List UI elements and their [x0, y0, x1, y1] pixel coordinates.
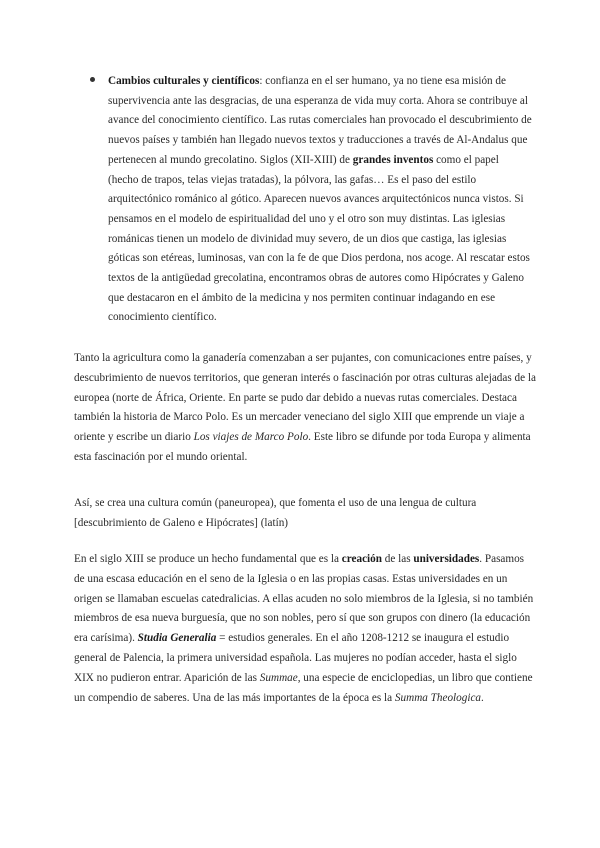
bold-italic-studia-generalia: Studia Generalia: [137, 632, 217, 645]
bullet-text-2: como el papel (hecho de trapos, telas viejas tratadas), la pólvora, las gafas… Es el paso del estilo arquitectónico románico al gótico. Aparecen nuevos avances arquitectónicos nunca vistos. Si pensamos en el modelo de espiritualidad del uno y el otro son muy distintas. Las iglesias románicas tienen un modelo de divinidad muy severo, de un dios que castiga, las iglesias góticas son etéreas, luminosas, van con la fe de que Dios perdona, nos acoge. Al rescatar estos textos de la antigüedad grecolatina, encontramos obras de autores como Hipócrates y Galeno que destacaron en el ámbito de la medicina y nos permiten continuar indagando en ese conocimiento científico.: [108, 153, 530, 324]
bold-creacion: creación: [341, 553, 382, 565]
italic-summa-theologica: Summa Theologica: [394, 691, 481, 704]
italic-book-title: Los viajes de Marco Polo: [193, 431, 309, 444]
bullet-item-cultural-changes: [92, 72, 532, 328]
bullet-list: [92, 72, 532, 328]
bold-universidades: universidades: [413, 553, 480, 565]
bullet-dot: [90, 77, 95, 82]
paragraph-universities: [74, 550, 536, 708]
p2-text: Así, se crea una cultura común (paneuropea), que fomenta el uso de una lengua de cultura [descubrimiento de Galeno e Hipócrates] (latín): [74, 497, 477, 529]
p3-text-4: = estudios generales. En el año 1208-1212 se inaugura el estudio general de Palencia, la primera universidad española. Las mujeres no podían acceder, hasta el siglo XIX no pudieron entrar. Aparición de las: [74, 632, 517, 684]
p3-text-5: , una especie de enciclopedias, un libro que contiene un compendio de saberes. Una de las más importantes de la época es la: [74, 671, 533, 704]
p3-text-1: En el siglo XIII se produce un hecho fundamental que es la: [74, 553, 342, 565]
paragraph-marco-polo: [74, 349, 536, 468]
p1-text-2: . Este libro se difunde por toda Europa y alimenta esta fascinación por el mundo oriental.: [74, 431, 531, 463]
italic-summae: Summae: [259, 671, 298, 684]
p1-text-1: Tanto la agricultura como la ganadería comenzaban a ser pujantes, con comunicaciones entre países, y descubrimiento de nuevos territorios, que generan interés o fascinación por otras culturas alejadas de la europea (norte de África, Oriente. En parte se pudo dar debido a nuevas rutas comerciales. Destaca también la historia de Marco Polo. Es un mercader veneciano del siglo XIII que emprende un viaje a oriente y escribe un diario: [74, 352, 536, 444]
p3-text-2: de las: [381, 553, 414, 565]
p3-text-6: .: [481, 691, 484, 704]
bold-grandes-inventos: grandes inventos: [352, 153, 434, 166]
bullet-text-1: : confianza en el ser humano, ya no tiene esa misión de supervivencia ante las desgracias, de una esperanza de vida muy corta. Ahora se contribuye al avance del conocimiento científico. Las rutas comerciales han provocado el descubrimiento de nuevos países y también han llegado nuevos textos y traducciones a través de Al-Andalus que pertenecen al mundo grecolatino. Siglos (XII-XIII) de: [108, 75, 532, 166]
p3-text-3: . Pasamos de una escasa educación en el seno de la Iglesia o en las propias casas. Estas universidades en un origen se llamaban escuelas catedralicias. A ellas acuden no solo miembros de la Iglesia, si no también miembros de esa nueva burguesía, que no son nobles, pero sí que son grupos con dinero (la educación era carísima).: [74, 553, 534, 645]
paragraph-common-culture: [74, 494, 536, 534]
bullet-title: Cambios culturales y científicos: [108, 75, 260, 87]
